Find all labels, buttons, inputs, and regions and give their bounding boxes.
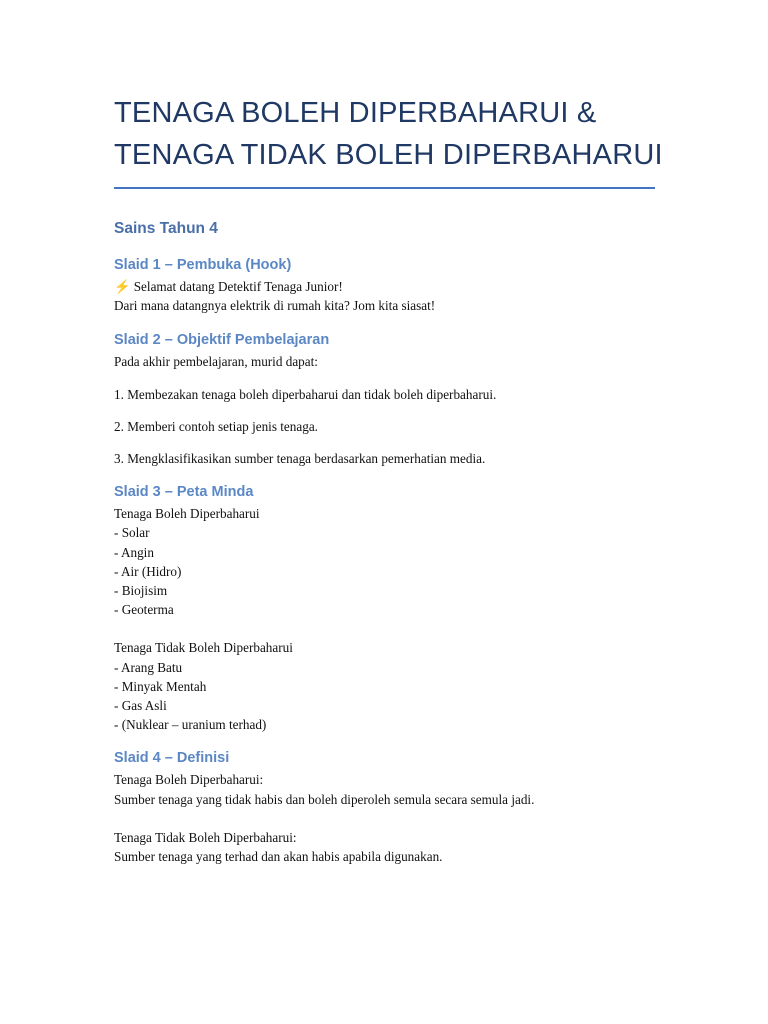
document-subtitle: Sains Tahun 4 <box>114 220 218 237</box>
title-line-2: TENAGA TIDAK BOLEH DIPERBAHARUI <box>114 139 663 171</box>
list-item: - Biojisim <box>114 583 168 599</box>
list-item: - Solar <box>114 525 150 541</box>
document-title <box>114 92 663 176</box>
list-item: - Gas Asli <box>114 698 167 714</box>
objective-item: 3. Mengklasifikasikan sumber tenaga berdasarkan pemerhatian media. <box>114 451 486 467</box>
list-item: - (Nuklear – uranium terhad) <box>114 717 267 733</box>
list-item: - Geoterma <box>114 602 174 618</box>
list-item: - Angin <box>114 544 154 560</box>
renewable-definition <box>114 770 656 808</box>
slide-1-line-2: Dari mana datangnya elektrik di rumah kita? Jom kita siasat! <box>114 298 436 314</box>
slide-1-heading: Slaid 1 – Pembuka (Hook) <box>114 257 292 273</box>
section-slide-3 <box>114 482 656 734</box>
title-divider <box>114 187 655 189</box>
nonrenewable-definition <box>114 828 656 866</box>
definition-label: Tenaga Boleh Diperbaharui: <box>114 772 264 788</box>
definition-text: Sumber tenaga yang terhad dan akan habis apabila digunakan. <box>114 849 443 865</box>
document-page <box>114 92 663 866</box>
list-item: - Minyak Mentah <box>114 678 207 694</box>
nonrenewable-list <box>114 638 656 734</box>
definition-label: Tenaga Tidak Boleh Diperbaharui: <box>114 829 297 845</box>
renewable-list <box>114 504 656 619</box>
slide-2-heading: Slaid 2 – Objektif Pembelajaran <box>114 332 330 349</box>
slide-1-line-1: ⚡ Selamat datang Detektif Tenaga Junior! <box>114 279 343 294</box>
renewable-list-title: Tenaga Boleh Diperbaharui <box>114 506 260 522</box>
nonrenewable-list-title: Tenaga Tidak Boleh Diperbaharui <box>114 640 293 656</box>
objective-item: 2. Memberi contoh setiap jenis tenaga. <box>114 418 318 434</box>
list-item: - Air (Hidro) <box>114 563 182 579</box>
list-item: - Arang Batu <box>114 659 183 675</box>
section-slide-1 <box>114 255 656 315</box>
section-slide-4 <box>114 748 656 866</box>
slide-1-body <box>114 277 656 315</box>
definition-text: Sumber tenaga yang tidak habis dan boleh diperoleh semula secara semula jadi. <box>114 791 535 807</box>
blank-line <box>114 809 656 828</box>
slide-4-heading: Slaid 4 – Definisi <box>114 750 230 767</box>
slide-3-heading: Slaid 3 – Peta Minda <box>114 484 254 501</box>
slide-2-intro: Pada akhir pembelajaran, murid dapat: <box>114 354 318 370</box>
objective-item: 1. Membezakan tenaga boleh diperbaharui dan tidak boleh diperbaharui. <box>114 386 497 402</box>
section-slide-2 <box>114 330 656 468</box>
title-line-1: TENAGA BOLEH DIPERBAHARUI & <box>114 97 597 129</box>
blank-line <box>114 619 656 638</box>
